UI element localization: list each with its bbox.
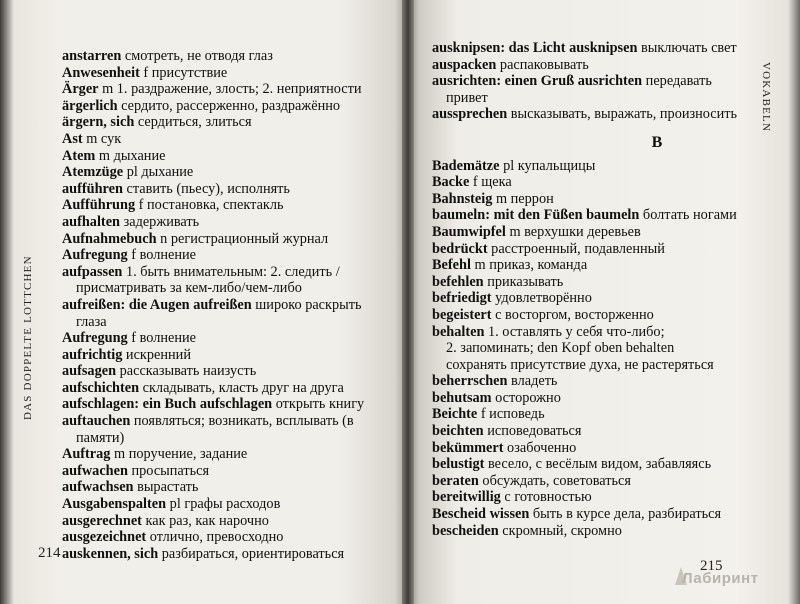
entry-headword: bekümmert [432, 439, 504, 456]
left-vocabulary-list [62, 48, 398, 562]
entry-definition: f щека [469, 174, 512, 191]
entry-headword: Backe [432, 174, 470, 191]
vocabulary-entry [432, 523, 762, 540]
right-vocabulary-list [432, 40, 762, 539]
vocabulary-entry [62, 513, 398, 530]
vocabulary-entry [62, 197, 398, 214]
entry-headword: aufwachsen [62, 479, 134, 496]
entry-definition: как раз, как нарочно [141, 512, 269, 529]
entry-definition: f постановка, спектакль [135, 197, 284, 214]
entry-headword: Ast [62, 130, 83, 147]
book-gutter [402, 0, 414, 604]
vocabulary-entry [432, 307, 762, 324]
vocabulary-entry [62, 231, 398, 248]
left-page-number: 214 [38, 545, 61, 561]
entry-definition: просыпаться [127, 462, 210, 479]
entry-definition: 1. быть внимательным: 2. следить / [122, 263, 340, 280]
entry-definition: разбираться, ориентироваться [158, 545, 345, 562]
entry-headword: beichten [432, 423, 484, 440]
entry-headword: auspacken [432, 56, 497, 73]
entry-headword: aussprechen [432, 106, 508, 123]
vocabulary-entry [432, 224, 762, 241]
vocabulary-entry [62, 396, 398, 413]
entry-headword: Auftrag [62, 446, 111, 463]
entry-headword: aufwachen [62, 462, 128, 479]
vocabulary-entry [432, 423, 762, 440]
vocabulary-entry [62, 264, 398, 281]
vocabulary-entry [432, 174, 762, 191]
entry-headword: behalten [432, 323, 485, 340]
vocabulary-entry [62, 546, 398, 563]
entry-headword: ausknipsen: das Licht ausknipsen [432, 40, 638, 56]
entry-continuation: присматривать за кем-либо/чем-либо [76, 280, 302, 297]
entry-definition: вырастать [133, 479, 199, 496]
vocabulary-entry [62, 363, 398, 380]
vocabulary-entry [432, 406, 762, 423]
entry-definition: n регистрационный журнал [156, 230, 329, 247]
entry-definition: широко раскрыть [251, 296, 362, 313]
entry-definition: pl графы расходов [166, 496, 281, 513]
entry-headword: Anwesenheit [62, 64, 140, 81]
vocabulary-entry [432, 506, 762, 523]
entry-headword: Aufführung [62, 197, 136, 214]
entry-headword: aufführen [62, 180, 123, 197]
entry-headword: baumeln: mit den Füßen baumeln [432, 207, 640, 224]
entry-headword: aufreißen: die Augen aufreißen [62, 296, 252, 313]
vocabulary-entry [62, 148, 398, 165]
entry-headword: ausgerechnet [62, 512, 142, 529]
entry-headword: Befehl [432, 257, 471, 274]
entry-headword: befriedigt [432, 290, 492, 307]
entry-continuation: привет [446, 89, 488, 106]
vocabulary-entry [62, 496, 398, 513]
vocabulary-entry [432, 158, 762, 175]
entry-headword: begeistert [432, 306, 492, 323]
entry-headword: Atemzüge [62, 164, 124, 181]
vocabulary-entry [432, 106, 762, 123]
entry-definition: сердиться, злиться [134, 114, 252, 131]
entry-definition: сердито, рассерженно, раздражённо [117, 97, 341, 114]
vocabulary-entry [62, 297, 398, 314]
entry-definition: f исповедь [477, 406, 545, 423]
entry-headword: bedrückt [432, 240, 488, 257]
entry-definition: сохранять присутствие духа, не растеряться [446, 356, 714, 373]
vocabulary-entry [62, 214, 398, 231]
entry-definition: исповедоваться [483, 423, 582, 440]
entry-definition: f волнение [127, 247, 196, 264]
vocabulary-entry [62, 98, 398, 115]
vocabulary-entry [432, 440, 762, 457]
entry-definition: появляться; возникать, всплывать (в [130, 413, 354, 430]
entry-headword: Bescheid wissen [432, 506, 530, 523]
vocabulary-entry [62, 247, 398, 264]
entry-definition: f присутствие [139, 64, 228, 81]
vocabulary-entry [62, 347, 398, 364]
entry-definition: смотреть, не отводя глаз [121, 48, 273, 64]
entry-definition: задерживать [120, 213, 200, 230]
entry-headword: aufpassen [62, 263, 123, 280]
entry-headword: Bademätze [432, 157, 500, 174]
entry-continuation: глаза [76, 313, 107, 330]
entry-headword: ausgezeichnet [62, 529, 147, 546]
entry-definition: m приказ, команда [470, 257, 588, 274]
entry-headword: bescheiden [432, 522, 499, 539]
entry-headword: Atem [62, 147, 96, 164]
entry-headword: ausrichten: einen Gruß ausrichten [432, 73, 643, 90]
entry-headword: behutsam [432, 389, 492, 406]
vocabulary-entry [62, 529, 398, 546]
entry-definition: удовлетворённо [491, 290, 592, 307]
vocabulary-entry [62, 380, 398, 397]
entry-definition: владеть [507, 373, 558, 390]
entry-headword: aufschlagen: ein Buch aufschlagen [62, 396, 273, 413]
entry-definition: m перрон [492, 190, 554, 207]
entry-definition: высказывать, выражать, произносить [507, 106, 738, 123]
entry-headword: Baumwipfel [432, 223, 506, 240]
entry-headword: Beichte [432, 406, 478, 423]
vocabulary-entry [432, 40, 762, 57]
vocabulary-entry [432, 390, 762, 407]
vocabulary-entry [62, 413, 398, 430]
vocabulary-entry [62, 446, 398, 463]
entry-definition: pl дыхание [123, 164, 194, 181]
vocabulary-entry [432, 191, 762, 208]
vocabulary-entry [432, 73, 762, 90]
entry-headword: belustigt [432, 456, 485, 473]
entry-headword: ärgern, sich [62, 114, 135, 131]
entry-headword: Bahnsteig [432, 190, 493, 207]
entry-definition: 1. оставлять у себя что-либо; [484, 323, 665, 340]
vocabulary-entry [432, 274, 762, 291]
entry-headword: anstarren [62, 48, 122, 64]
vocabulary-entry [432, 241, 762, 258]
vocabulary-entry [62, 65, 398, 82]
entry-definition: скромный, скромно [498, 522, 622, 539]
vocabulary-entry [62, 164, 398, 181]
entry-definition: приказывать [483, 273, 564, 290]
entry-headword: aufschichten [62, 379, 140, 396]
entry-definition: расстроенный, подавленный [487, 240, 665, 257]
entry-headword: ärgerlich [62, 97, 118, 114]
watermark-text: Лабиринт [682, 570, 759, 587]
vocabulary-entry [62, 181, 398, 198]
entry-definition: болтать ногами [639, 207, 737, 224]
vocabulary-entry [432, 57, 762, 74]
entry-definition: m сук [82, 130, 122, 147]
vocabulary-entry [432, 207, 762, 224]
entry-headword: Ärger [62, 81, 99, 98]
entry-definition: с готовностью [500, 489, 592, 506]
vocabulary-entry [62, 114, 398, 131]
entry-headword: Aufregung [62, 330, 128, 347]
entry-headword: aufrichtig [62, 346, 123, 363]
section-letter: B [651, 133, 663, 151]
vocabulary-entry [432, 373, 762, 390]
right-running-title: VOKABELN [760, 62, 772, 133]
vocabulary-entry [432, 357, 762, 374]
entry-definition: складывать, класть друг на друга [139, 379, 344, 396]
vocabulary-entry [432, 456, 762, 473]
entry-definition: осторожно [491, 389, 561, 406]
entry-definition: рассказывать наизусть [116, 363, 257, 380]
vocabulary-entry [432, 290, 762, 307]
entry-headword: Ausgabenspalten [62, 496, 167, 513]
entry-definition: распаковывать [496, 56, 589, 73]
entry-definition: ставить (пьесу), исполнять [122, 180, 290, 197]
entry-definition: f волнение [127, 330, 196, 347]
entry-definition: 2. запоминать; den Kopf oben behalten [446, 340, 675, 357]
vocabulary-entry [62, 81, 398, 98]
vocabulary-entry [62, 479, 398, 496]
entry-continuation: памяти) [76, 429, 125, 446]
entry-definition: открыть книгу [272, 396, 365, 413]
entry-definition: m 1. раздражение, злость; 2. неприятности [98, 81, 362, 98]
vocabulary-entry [432, 473, 762, 490]
right-page-number: 215 [700, 558, 723, 574]
entry-headword: auftauchen [62, 413, 131, 430]
vocabulary-entry [432, 257, 762, 274]
entry-headword: befehlen [432, 273, 484, 290]
vocabulary-entry [62, 131, 398, 148]
entry-definition: m поручение, задание [110, 446, 248, 463]
vocabulary-entry [62, 48, 398, 65]
entry-headword: beraten [432, 472, 479, 489]
entry-definition: весело, с весёлым видом, забавляясь [484, 456, 712, 473]
vocabulary-entry [432, 340, 762, 357]
entry-definition: обсуждать, советоваться [478, 472, 631, 489]
entry-headword: Aufnahmebuch [62, 230, 157, 247]
entry-headword: beherrschen [432, 373, 508, 390]
entry-definition: с восторгом, восторженно [491, 306, 654, 323]
entry-definition: pl купальщицы [499, 157, 596, 174]
vocabulary-entry [432, 489, 762, 506]
entry-definition: m верхушки деревьев [505, 223, 641, 240]
entry-definition: искренний [122, 346, 191, 363]
entry-headword: auskennen, sich [62, 545, 159, 562]
left-running-title: DAS DOPPELTE LOTTCHEN [22, 255, 34, 420]
vocabulary-entry [62, 463, 398, 480]
entry-headword: bereitwillig [432, 489, 501, 506]
vocabulary-entry [432, 324, 762, 341]
entry-definition: выключать свет [637, 40, 737, 56]
entry-headword: Aufregung [62, 247, 128, 264]
entry-headword: aufhalten [62, 213, 120, 230]
entry-definition: озабоченно [503, 439, 577, 456]
entry-definition: быть в курсе дела, разбираться [529, 506, 722, 523]
entry-definition: передавать [642, 73, 712, 90]
entry-definition: отлично, превосходно [146, 529, 284, 546]
entry-definition: m дыхание [95, 147, 166, 164]
vocabulary-entry [62, 330, 398, 347]
entry-headword: aufsagen [62, 363, 117, 380]
